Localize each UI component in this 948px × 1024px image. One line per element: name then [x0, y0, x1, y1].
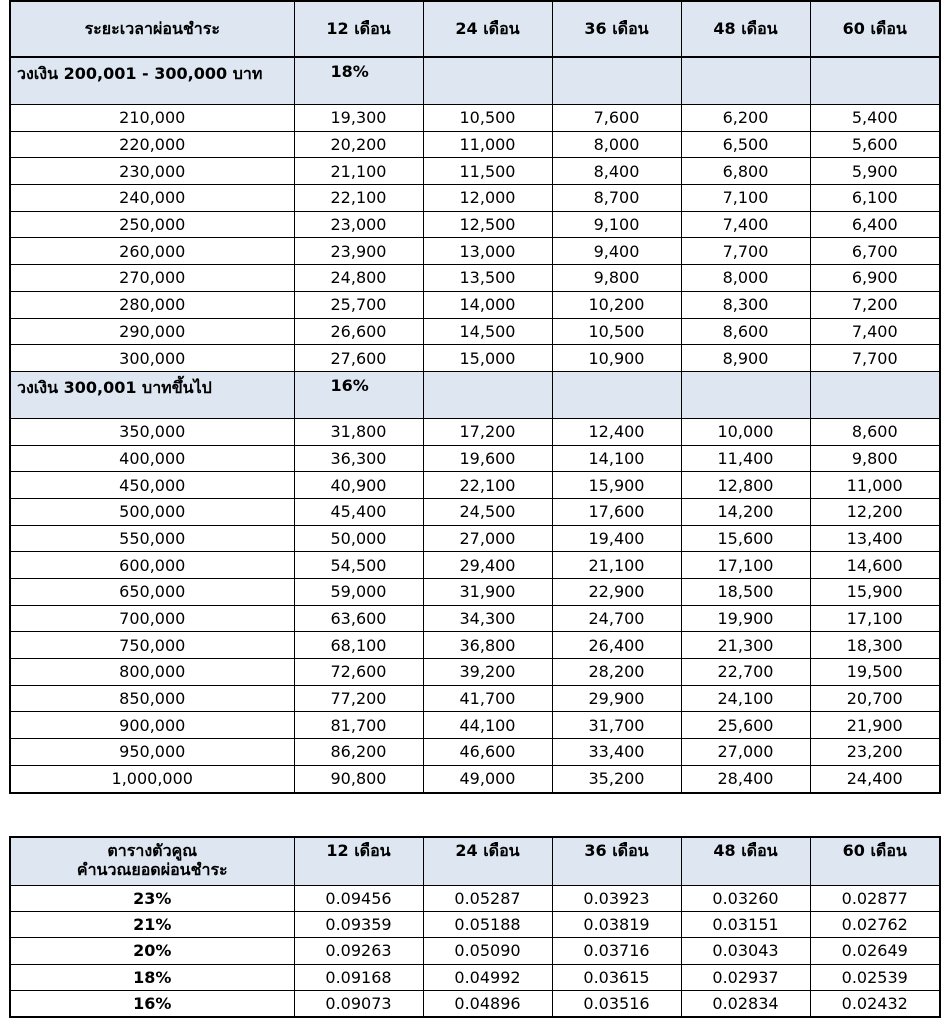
table-row — [10, 131, 940, 158]
amount-cell: 850,000 — [10, 685, 294, 712]
payment-cell: 46,600 — [423, 739, 552, 766]
payment-cell: 17,100 — [810, 605, 940, 632]
payment-cell: 11,500 — [423, 158, 552, 185]
table-row — [10, 712, 940, 739]
payment-cell: 11,400 — [681, 445, 810, 472]
multiplier-header-term: 36 เดือน — [552, 837, 681, 886]
multiplier-value: 0.02834 — [681, 990, 810, 1017]
multiplier-value: 0.03716 — [552, 938, 681, 964]
payment-cell: 14,200 — [681, 498, 810, 525]
payment-cell: 8,600 — [810, 418, 940, 445]
amount-cell: 400,000 — [10, 445, 294, 472]
amount-cell: 230,000 — [10, 158, 294, 185]
payment-cell: 28,400 — [681, 765, 810, 792]
payment-cell: 10,900 — [552, 345, 681, 372]
payment-cell: 14,000 — [423, 291, 552, 318]
multiplier-value: 0.09359 — [294, 912, 423, 938]
multiplier-title-line2: คำนวณยอดผ่อนชำระ — [76, 860, 228, 879]
payment-cell: 23,000 — [294, 211, 423, 238]
amount-cell: 550,000 — [10, 525, 294, 552]
multiplier-value: 0.09456 — [294, 886, 423, 912]
multiplier-row — [10, 912, 940, 938]
multiplier-value: 0.03043 — [681, 938, 810, 964]
payment-cell: 8,000 — [552, 131, 681, 158]
table-row — [10, 345, 940, 372]
table-row — [10, 185, 940, 212]
amount-cell: 900,000 — [10, 712, 294, 739]
table-row — [10, 552, 940, 579]
payment-cell: 6,500 — [681, 131, 810, 158]
multiplier-header-term: 48 เดือน — [681, 837, 810, 886]
amount-cell: 280,000 — [10, 291, 294, 318]
payment-cell: 21,300 — [681, 632, 810, 659]
payment-cell: 22,100 — [423, 472, 552, 499]
payment-cell: 17,200 — [423, 418, 552, 445]
payment-cell: 19,400 — [552, 525, 681, 552]
header-term-5: 60 เดือน — [810, 1, 940, 57]
payment-cell: 72,600 — [294, 659, 423, 686]
payment-cell: 8,300 — [681, 291, 810, 318]
payment-cell: 15,900 — [810, 579, 940, 606]
payment-cell: 28,200 — [552, 659, 681, 686]
multiplier-rate: 21% — [10, 912, 294, 938]
payment-cell: 10,500 — [423, 105, 552, 132]
payment-cell: 35,200 — [552, 765, 681, 792]
amount-cell: 220,000 — [10, 131, 294, 158]
payment-cell: 27,000 — [423, 525, 552, 552]
payment-cell: 13,400 — [810, 525, 940, 552]
amount-cell: 290,000 — [10, 318, 294, 345]
multiplier-value: 0.02762 — [810, 912, 940, 938]
payment-cell: 7,400 — [810, 318, 940, 345]
payment-cell: 6,800 — [681, 158, 810, 185]
multiplier-table — [9, 836, 941, 1018]
payment-cell: 17,600 — [552, 498, 681, 525]
payment-cell: 9,400 — [552, 238, 681, 265]
payment-cell: 18,500 — [681, 579, 810, 606]
payment-cell: 49,000 — [423, 765, 552, 792]
payment-cell: 12,400 — [552, 418, 681, 445]
empty-cell — [681, 371, 810, 418]
amount-cell: 700,000 — [10, 605, 294, 632]
payment-cell: 5,600 — [810, 131, 940, 158]
payment-cell: 25,600 — [681, 712, 810, 739]
multiplier-header-term: 12 เดือน — [294, 837, 423, 886]
payment-cell: 36,300 — [294, 445, 423, 472]
payment-cell: 9,100 — [552, 211, 681, 238]
section-rate: 18% — [294, 57, 423, 105]
multiplier-rate: 20% — [10, 938, 294, 964]
table-row — [10, 418, 940, 445]
payment-cell: 21,100 — [552, 552, 681, 579]
amount-cell: 750,000 — [10, 632, 294, 659]
payment-cell: 6,900 — [810, 265, 940, 292]
table-row — [10, 579, 940, 606]
empty-cell — [681, 57, 810, 105]
payment-cell: 59,000 — [294, 579, 423, 606]
section-header-row — [10, 57, 940, 105]
amount-cell: 450,000 — [10, 472, 294, 499]
payment-cell: 8,700 — [552, 185, 681, 212]
multiplier-value: 0.02937 — [681, 964, 810, 990]
payment-cell: 26,400 — [552, 632, 681, 659]
multiplier-value: 0.03615 — [552, 964, 681, 990]
payment-cell: 41,700 — [423, 685, 552, 712]
amount-cell: 240,000 — [10, 185, 294, 212]
payment-cell: 9,800 — [810, 445, 940, 472]
payment-cell: 12,000 — [423, 185, 552, 212]
payment-cell: 14,100 — [552, 445, 681, 472]
payment-cell: 23,900 — [294, 238, 423, 265]
payment-cell: 13,000 — [423, 238, 552, 265]
multiplier-row — [10, 964, 940, 990]
empty-cell — [810, 57, 940, 105]
multiplier-value: 0.04992 — [423, 964, 552, 990]
header-term-2: 24 เดือน — [423, 1, 552, 57]
payment-cell: 5,900 — [810, 158, 940, 185]
payment-cell: 19,900 — [681, 605, 810, 632]
payment-cell: 21,900 — [810, 712, 940, 739]
payment-cell: 50,000 — [294, 525, 423, 552]
payment-cell: 14,600 — [810, 552, 940, 579]
payment-cell: 54,500 — [294, 552, 423, 579]
payment-cell: 24,400 — [810, 765, 940, 792]
payment-cell: 19,300 — [294, 105, 423, 132]
empty-cell — [423, 371, 552, 418]
payment-cell: 18,300 — [810, 632, 940, 659]
payment-cell: 23,200 — [810, 739, 940, 766]
multiplier-header-term: 60 เดือน — [810, 837, 940, 886]
table-row — [10, 318, 940, 345]
multiplier-value: 0.05188 — [423, 912, 552, 938]
amount-cell: 210,000 — [10, 105, 294, 132]
multiplier-row — [10, 938, 940, 964]
amount-cell: 500,000 — [10, 498, 294, 525]
table-row — [10, 211, 940, 238]
section-header-row — [10, 371, 940, 418]
payment-cell: 29,900 — [552, 685, 681, 712]
section-label: วงเงิน 200,001 - 300,000 บาท — [10, 57, 294, 105]
header-term-4: 48 เดือน — [681, 1, 810, 57]
multiplier-value: 0.03516 — [552, 990, 681, 1017]
amount-cell: 250,000 — [10, 211, 294, 238]
amount-cell: 800,000 — [10, 659, 294, 686]
payment-cell: 29,400 — [423, 552, 552, 579]
payment-cell: 20,200 — [294, 131, 423, 158]
payment-cell: 12,200 — [810, 498, 940, 525]
header-term-3: 36 เดือน — [552, 1, 681, 57]
payment-cell: 17,100 — [681, 552, 810, 579]
payment-cell: 81,700 — [294, 712, 423, 739]
amount-cell: 270,000 — [10, 265, 294, 292]
multiplier-value: 0.09263 — [294, 938, 423, 964]
multiplier-value: 0.03151 — [681, 912, 810, 938]
payment-cell: 10,200 — [552, 291, 681, 318]
payment-cell: 15,600 — [681, 525, 810, 552]
payment-cell: 8,000 — [681, 265, 810, 292]
payment-cell: 7,600 — [552, 105, 681, 132]
table-row — [10, 158, 940, 185]
payment-cell: 10,000 — [681, 418, 810, 445]
payment-cell: 27,600 — [294, 345, 423, 372]
payment-cell: 25,700 — [294, 291, 423, 318]
multiplier-title-line1: ตารางตัวคูณ — [107, 841, 198, 860]
table-row — [10, 739, 940, 766]
payment-cell: 13,500 — [423, 265, 552, 292]
multiplier-value: 0.05090 — [423, 938, 552, 964]
payment-cell: 20,700 — [810, 685, 940, 712]
multiplier-value: 0.09073 — [294, 990, 423, 1017]
payment-cell: 26,600 — [294, 318, 423, 345]
table-row — [10, 632, 940, 659]
multiplier-title — [10, 837, 294, 886]
payment-cell: 7,200 — [810, 291, 940, 318]
payment-cell: 44,100 — [423, 712, 552, 739]
payment-cell: 12,800 — [681, 472, 810, 499]
empty-cell — [552, 371, 681, 418]
payment-cell: 31,900 — [423, 579, 552, 606]
payment-cell: 24,700 — [552, 605, 681, 632]
payment-cell: 24,100 — [681, 685, 810, 712]
payment-cell: 63,600 — [294, 605, 423, 632]
payment-cell: 68,100 — [294, 632, 423, 659]
payment-cell: 27,000 — [681, 739, 810, 766]
section-label: วงเงิน 300,001 บาทขึ้นไป — [10, 371, 294, 418]
payment-cell: 7,100 — [681, 185, 810, 212]
payment-cell: 21,100 — [294, 158, 423, 185]
payment-cell: 15,000 — [423, 345, 552, 372]
payment-cell: 19,500 — [810, 659, 940, 686]
payment-cell: 24,500 — [423, 498, 552, 525]
multiplier-header-term: 24 เดือน — [423, 837, 552, 886]
section-rate: 16% — [294, 371, 423, 418]
payment-cell: 86,200 — [294, 739, 423, 766]
payment-cell: 39,200 — [423, 659, 552, 686]
payment-cell: 90,800 — [294, 765, 423, 792]
payment-cell: 8,400 — [552, 158, 681, 185]
multiplier-rate: 18% — [10, 964, 294, 990]
payment-cell: 7,400 — [681, 211, 810, 238]
multiplier-value: 0.09168 — [294, 964, 423, 990]
payment-cell: 11,000 — [810, 472, 940, 499]
table-row — [10, 238, 940, 265]
empty-cell — [552, 57, 681, 105]
payment-cell: 10,500 — [552, 318, 681, 345]
multiplier-value: 0.05287 — [423, 886, 552, 912]
payment-cell: 33,400 — [552, 739, 681, 766]
multiplier-value: 0.03923 — [552, 886, 681, 912]
header-term-label: ระยะเวลาผ่อนชำระ — [10, 1, 294, 57]
table-row — [10, 685, 940, 712]
multiplier-value: 0.02877 — [810, 886, 940, 912]
payment-cell: 77,200 — [294, 685, 423, 712]
table-row — [10, 765, 940, 792]
empty-cell — [810, 371, 940, 418]
payment-cell: 12,500 — [423, 211, 552, 238]
payment-cell: 40,900 — [294, 472, 423, 499]
table-row — [10, 605, 940, 632]
header-term-1: 12 เดือน — [294, 1, 423, 57]
payment-cell: 9,800 — [552, 265, 681, 292]
payment-cell: 22,700 — [681, 659, 810, 686]
payment-cell: 6,700 — [810, 238, 940, 265]
payment-cell: 22,100 — [294, 185, 423, 212]
multiplier-value: 0.02432 — [810, 990, 940, 1017]
payment-cell: 31,800 — [294, 418, 423, 445]
payment-cell: 19,600 — [423, 445, 552, 472]
payment-cell: 5,400 — [810, 105, 940, 132]
multiplier-value: 0.03819 — [552, 912, 681, 938]
table-row — [10, 525, 940, 552]
installment-table — [9, 0, 941, 794]
payment-cell: 45,400 — [294, 498, 423, 525]
payment-cell: 31,700 — [552, 712, 681, 739]
payment-cell: 8,900 — [681, 345, 810, 372]
table-row — [10, 105, 940, 132]
amount-cell: 350,000 — [10, 418, 294, 445]
table-row — [10, 498, 940, 525]
multiplier-value: 0.02649 — [810, 938, 940, 964]
payment-cell: 7,700 — [681, 238, 810, 265]
payment-cell: 22,900 — [552, 579, 681, 606]
table-header-row — [10, 1, 940, 57]
multiplier-rate: 16% — [10, 990, 294, 1017]
multiplier-value: 0.04896 — [423, 990, 552, 1017]
table-row — [10, 291, 940, 318]
multiplier-row — [10, 990, 940, 1017]
payment-cell: 6,100 — [810, 185, 940, 212]
table-row — [10, 659, 940, 686]
payment-cell: 36,800 — [423, 632, 552, 659]
multiplier-value: 0.03260 — [681, 886, 810, 912]
payment-cell: 8,600 — [681, 318, 810, 345]
payment-cell: 34,300 — [423, 605, 552, 632]
amount-cell: 650,000 — [10, 579, 294, 606]
payment-cell: 11,000 — [423, 131, 552, 158]
multiplier-value: 0.02539 — [810, 964, 940, 990]
amount-cell: 950,000 — [10, 739, 294, 766]
empty-cell — [423, 57, 552, 105]
amount-cell: 600,000 — [10, 552, 294, 579]
payment-cell: 14,500 — [423, 318, 552, 345]
amount-cell: 260,000 — [10, 238, 294, 265]
payment-cell: 7,700 — [810, 345, 940, 372]
table-row — [10, 472, 940, 499]
amount-cell: 1,000,000 — [10, 765, 294, 792]
multiplier-header-row — [10, 837, 940, 886]
amount-cell: 300,000 — [10, 345, 294, 372]
payment-cell: 6,200 — [681, 105, 810, 132]
table-row — [10, 265, 940, 292]
multiplier-rate: 23% — [10, 886, 294, 912]
payment-cell: 6,400 — [810, 211, 940, 238]
multiplier-row — [10, 886, 940, 912]
table-row — [10, 445, 940, 472]
payment-cell: 24,800 — [294, 265, 423, 292]
payment-cell: 15,900 — [552, 472, 681, 499]
